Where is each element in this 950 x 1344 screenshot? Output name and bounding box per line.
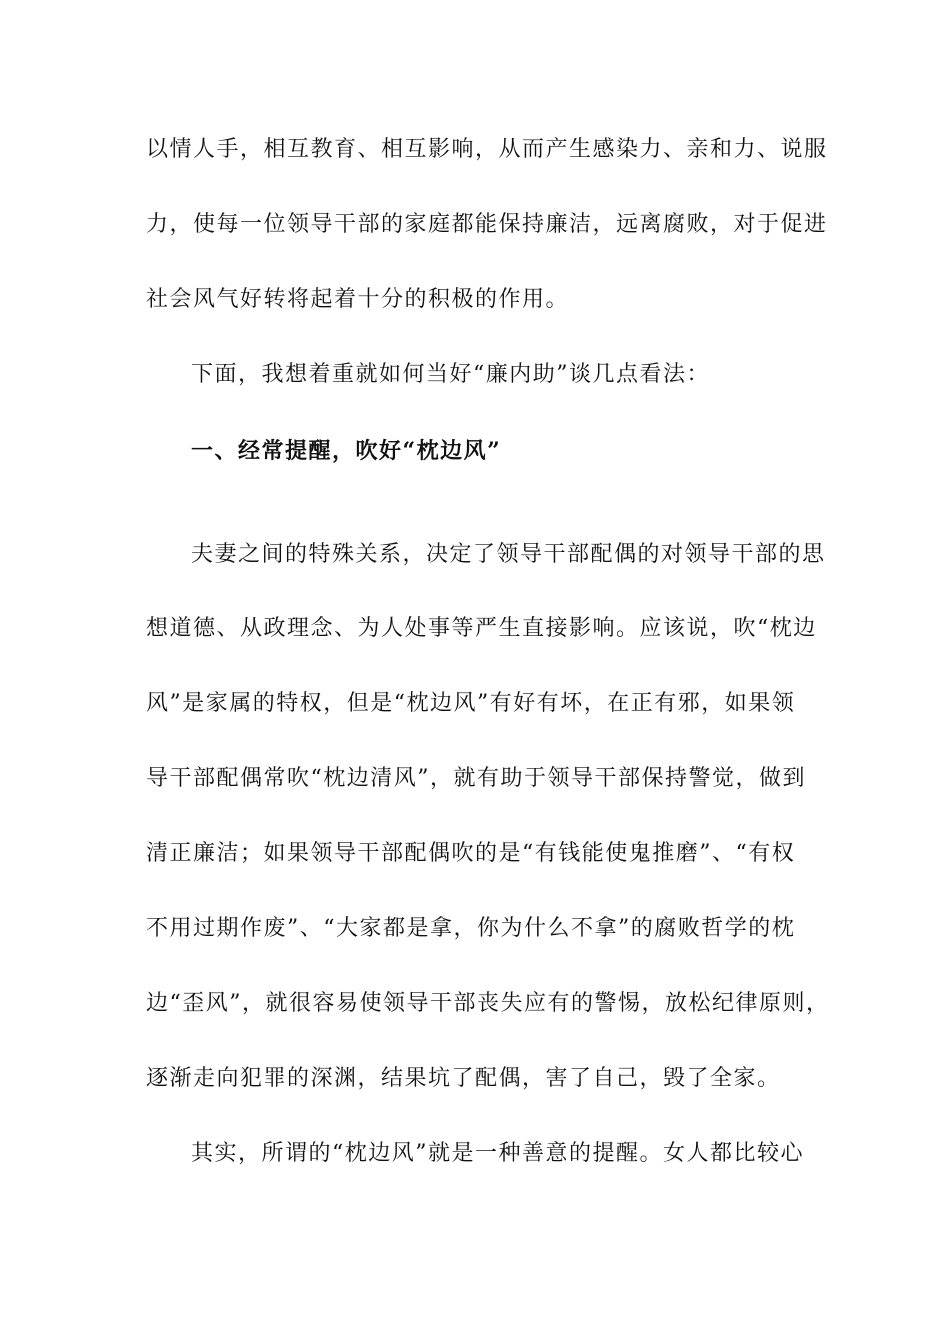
paragraph-line: 逐渐走向犯罪的深渊，结果坑了配偶，害了自己，毁了全家。 [146,1066,781,1091]
paragraph-line: 不用过期作废”、“大家都是拿，你为什么不拿”的腐败哲学的枕 [146,916,796,941]
paragraph-line: 夫妻之间的特殊关系，决定了领导干部配偶的对领导干部的思 [191,542,826,567]
paragraph-line: 其实，所谓的“枕边风”就是一种善意的提醒。女人都比较心 [191,1141,804,1166]
paragraph-line: 以情人手，相互教育、相互影响，从而产生感染力、亲和力、说服 [146,137,828,162]
paragraph-line: 风”是家属的特权，但是“枕边风”有好有坏，在正有邪，如果领 [146,691,796,716]
paragraph-line: 想道德、从政理念、为人处事等严生直接影响。应该说，吹“枕边 [146,616,817,641]
paragraph-line: 清正廉洁；如果领导干部配偶吹的是“有钱能使鬼推磨”、“有权 [146,841,796,866]
paragraph-line: 边“歪风”，就很容易使领导干部丧失应有的警惕，放松纪律原则， [146,991,830,1016]
paragraph-line: 社会风气好转将起着十分的积极的作用。 [146,287,570,312]
paragraph-line: 下面，我想着重就如何当好“廉内助”谈几点看法： [191,362,710,387]
paragraph-line: 力，使每一位领导干部的家庭都能保持廉洁，远离腐败，对于促进 [146,212,828,237]
section-heading: 一、经常提醒，吹好“枕边风” [191,438,502,464]
paragraph-line: 导干部配偶常吹“枕边清风”，就有助于领导干部保持警觉，做到 [146,766,806,791]
